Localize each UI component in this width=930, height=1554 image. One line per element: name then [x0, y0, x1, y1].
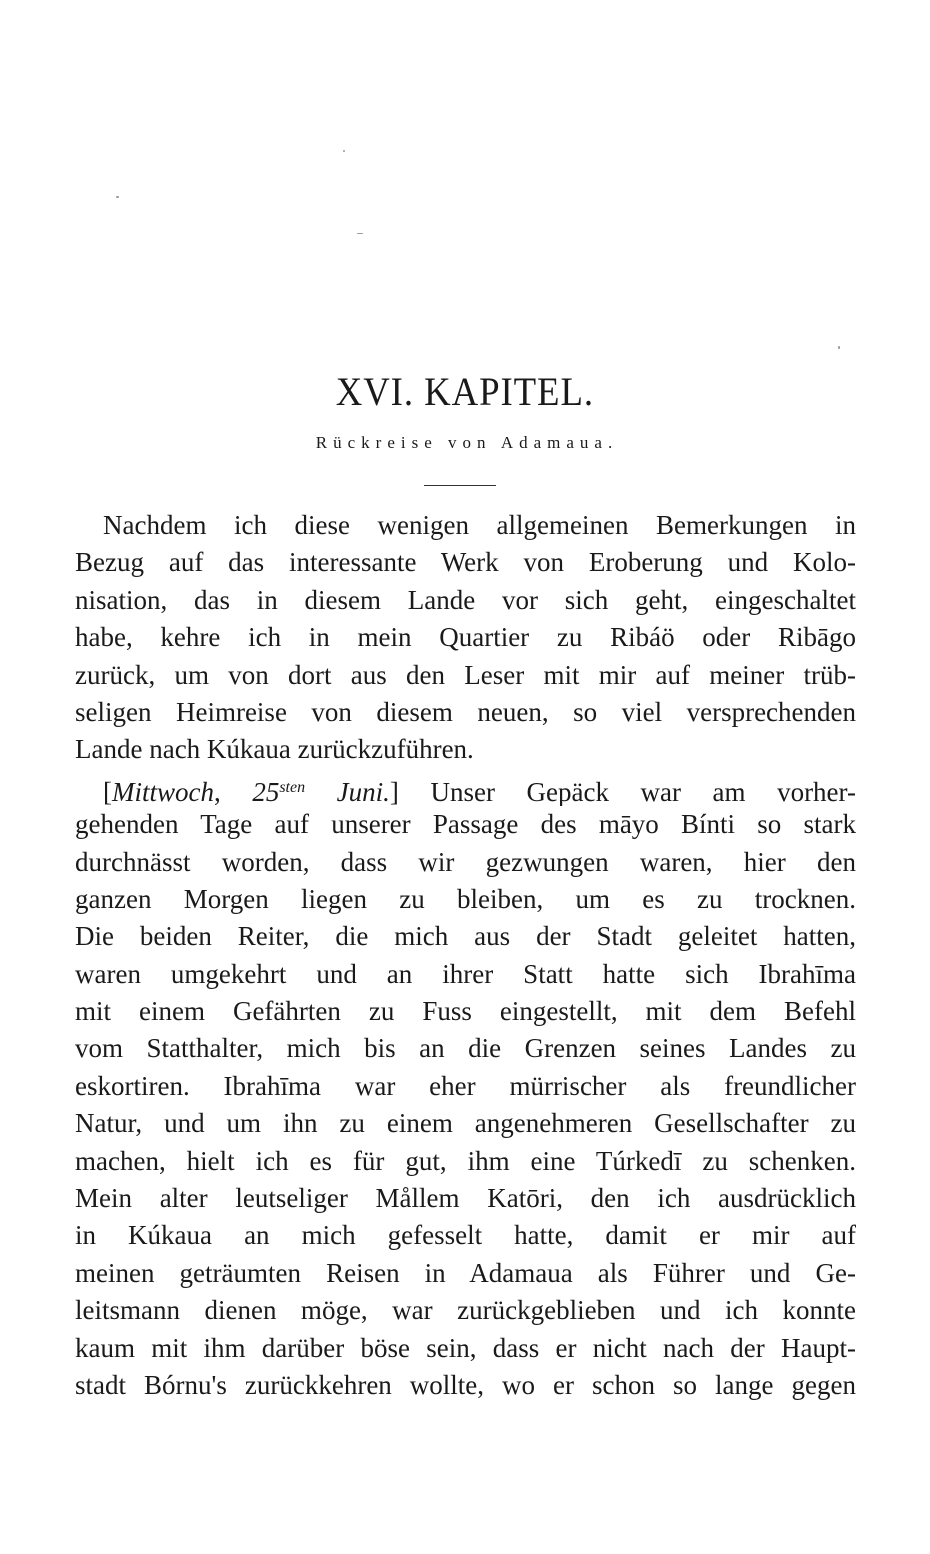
text-line: Lande nach Kúkaua zurückzuführen.	[75, 734, 474, 765]
date-separator: ,	[214, 776, 253, 807]
text-line: Bezug auf das interessante Werk von Eroberung und Kolo-	[75, 547, 856, 578]
scan-speck	[343, 150, 345, 152]
text-line: gehenden Tage auf unserer Passage des māyo Bínti so stark	[75, 809, 856, 840]
chapter-subtitle: Rückreise von Adamaua.	[315, 433, 619, 452]
date-day-suffix: sten	[279, 778, 306, 796]
text-line: leitsmann dienen möge, war zurückgeblieben und ich konnte	[75, 1295, 856, 1326]
chapter-title: XVI. KAPITEL.	[335, 369, 594, 414]
text-line: in Kúkaua an mich gefesselt hatte, damit er mir auf	[75, 1220, 856, 1251]
text-line: kaum mit ihm darüber böse sein, dass er nicht nach der Haupt-	[75, 1332, 856, 1363]
date-bracket-close: ]	[389, 776, 399, 807]
text-line: seligen Heimreise von diesem neuen, so viel versprechenden	[75, 696, 856, 727]
text-line: habe, kehre ich in mein Quartier zu Ribáö oder Ribāgo	[75, 622, 856, 653]
text-line: waren umgekehrt und an ihrer Statt hatte sich Ibrahīma	[75, 958, 856, 989]
text-line: Die beiden Reiter, die mich aus der Stadt geleitet hatten,	[75, 921, 856, 952]
date-weekday: Mittwoch	[112, 776, 214, 807]
text-line: stadt Bórnu's zurückkehren wollte, wo er schon so lange gegen	[75, 1369, 856, 1400]
text-line: mit einem Gefährten zu Fuss eingestellt, mit dem Befehl	[75, 996, 856, 1027]
text-line: ganzen Morgen liegen zu bleiben, um es zu trocknen.	[75, 883, 856, 914]
title-divider	[424, 485, 496, 486]
date-month: Juni.	[305, 776, 390, 807]
text-line: Natur, und um ihn zu einem angenehmeren Gesellschafter zu	[75, 1108, 856, 1139]
text-line: durchnässt worden, dass wir gezwungen waren, hier den	[75, 846, 856, 877]
text-line: nisation, das in diesem Lande vor sich geht, eingeschaltet	[75, 584, 856, 615]
scan-speck	[116, 196, 119, 198]
scan-speck	[838, 346, 840, 349]
dated-entry-line	[75, 769, 856, 806]
date-bracket-open: [	[103, 776, 112, 807]
text-line: Nachdem ich diese wenigen allgemeinen Bemerkungen in	[103, 510, 856, 540]
text-line: meinen geträumten Reisen in Adamaua als Führer und Ge-	[75, 1257, 856, 1288]
date-day: 25	[252, 776, 280, 807]
body-text	[75, 507, 856, 1404]
text-line: Mein alter leutseliger Mållem Katōri, den ich ausdrücklich	[75, 1183, 856, 1214]
text-line: vom Statthalter, mich bis an die Grenzen seines Landes zu	[75, 1033, 856, 1064]
scan-speck	[357, 233, 363, 234]
text-line: zurück, um von dort aus den Leser mit mir auf meiner trüb-	[75, 659, 856, 690]
text-line: eskortiren. Ibrahīma war eher mürrischer als freundlicher	[75, 1070, 856, 1101]
text-line-rest: Unser Gepäck war am vorher-	[398, 776, 856, 807]
text-line: machen, hielt ich es für gut, ihm eine Túrkedī zu schenken.	[75, 1145, 856, 1176]
